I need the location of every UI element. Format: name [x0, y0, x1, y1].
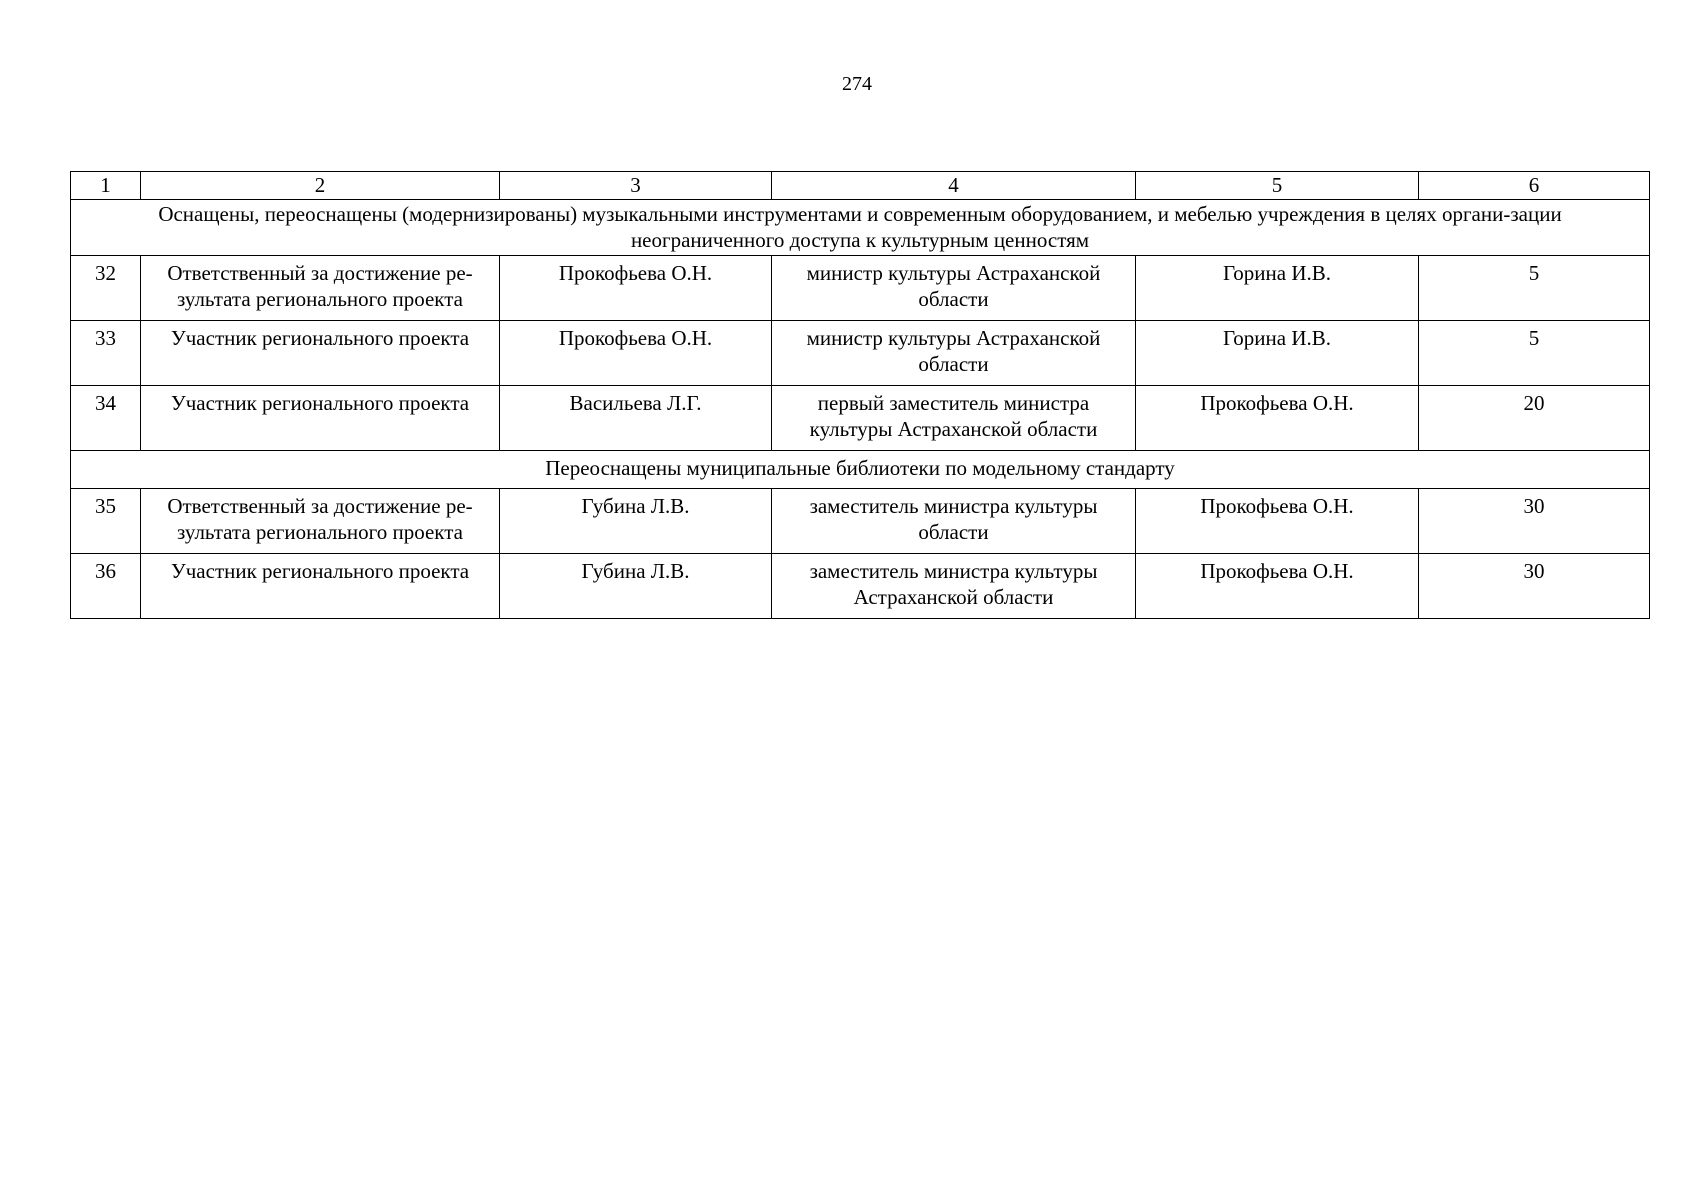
name-cell: Васильева Л.Г.: [500, 386, 772, 451]
supervisor-cell: Горина И.В.: [1136, 256, 1419, 321]
share-cell: 20: [1419, 386, 1650, 451]
position-cell: заместитель министра культуры области: [772, 489, 1136, 554]
position-cell: первый заместитель министра культуры Астраханской области: [772, 386, 1136, 451]
role-cell: Участник регионального проекта: [141, 386, 500, 451]
column-number: 3: [500, 172, 772, 200]
section-title: Оснащены, переоснащены (модернизированы) музыкальными инструментами и современным оборудованием, и мебелью учреждения в целях органи-зации неограниченного доступа к культурным ценностям: [71, 200, 1650, 256]
position-cell: министр культуры Астраханской области: [772, 321, 1136, 386]
supervisor-cell: Прокофьева О.Н.: [1136, 554, 1419, 619]
share-cell: 30: [1419, 554, 1650, 619]
section-row: [71, 200, 1650, 256]
row-number: 34: [71, 386, 141, 451]
supervisor-cell: Прокофьева О.Н.: [1136, 489, 1419, 554]
section-title: Переоснащены муниципальные библиотеки по модельному стандарту: [71, 451, 1650, 489]
table-row: [71, 489, 1650, 554]
column-number: 5: [1136, 172, 1419, 200]
supervisor-cell: Горина И.В.: [1136, 321, 1419, 386]
responsibility-table: [70, 171, 1650, 619]
column-number: 6: [1419, 172, 1650, 200]
column-number: 1: [71, 172, 141, 200]
table-row: [71, 386, 1650, 451]
table-row: [71, 321, 1650, 386]
table-row: [71, 554, 1650, 619]
share-cell: 5: [1419, 321, 1650, 386]
role-cell: Участник регионального проекта: [141, 554, 500, 619]
table-row: [71, 256, 1650, 321]
page-number: 274: [842, 73, 872, 95]
row-number: 33: [71, 321, 141, 386]
section-row: [71, 451, 1650, 489]
row-number: 35: [71, 489, 141, 554]
name-cell: Губина Л.В.: [500, 489, 772, 554]
role-cell: Участник регионального проекта: [141, 321, 500, 386]
role-cell: Ответственный за достижение ре-зультата регионального проекта: [141, 256, 500, 321]
row-number: 36: [71, 554, 141, 619]
supervisor-cell: Прокофьева О.Н.: [1136, 386, 1419, 451]
name-cell: Губина Л.В.: [500, 554, 772, 619]
name-cell: Прокофьева О.Н.: [500, 321, 772, 386]
name-cell: Прокофьева О.Н.: [500, 256, 772, 321]
row-number: 32: [71, 256, 141, 321]
position-cell: министр культуры Астраханской области: [772, 256, 1136, 321]
share-cell: 5: [1419, 256, 1650, 321]
column-number: 4: [772, 172, 1136, 200]
role-cell: Ответственный за достижение ре-зультата регионального проекта: [141, 489, 500, 554]
position-cell: заместитель министра культуры Астраханской области: [772, 554, 1136, 619]
column-number-row: [71, 172, 1650, 200]
share-cell: 30: [1419, 489, 1650, 554]
column-number: 2: [141, 172, 500, 200]
